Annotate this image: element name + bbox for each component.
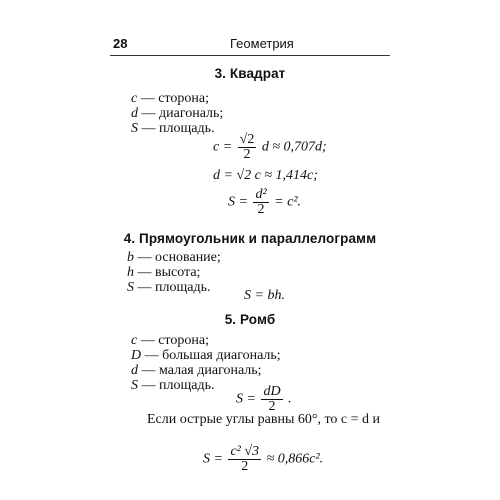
formula-side: c = $\frac{√2}{2}$ d ≈ 0,707d; [213,132,327,162]
definition-item: d — диагональ; [131,106,224,121]
header-rule [110,55,390,56]
formula-area-rhombus: S = $\frac{dD}{2}$ . [236,384,292,414]
section-title-rectangle: 4. Прямоугольник и параллелограмм [123,231,377,246]
definition-item: c — сторона; [131,333,209,348]
page-number: 28 [113,36,128,51]
definition-item: h — высота; [127,265,201,280]
definition-item: d — малая диагональ; [131,363,262,378]
definition-item: S — площадь. [127,280,211,295]
section-title-square: 3. Квадрат [214,66,286,81]
definition-item: c — сторона; [131,91,209,106]
formula-area-rectangle: S = bh. [244,288,285,303]
definition-item: S — площадь. [131,121,215,136]
rhombus-60-degree-note: Если острые углы равны 60°, то c = d и [147,412,380,427]
formula-diagonal: d = √2 c ≈ 1,414c; [213,168,318,183]
running-header-title: Геометрия [230,36,294,51]
definition-item: b — основание; [127,250,221,265]
section-title-rhombus: 5. Ромб [224,312,276,327]
formula-area-square: S = $\frac{\text{d²}}{2}$ = c². [228,187,302,217]
definition-item: S — площадь. [131,378,215,393]
definition-item: D — большая диагональ; [131,348,281,363]
formula-area-rhombus-60: S = $\frac{\text{c² √3}}{2}$ ≈ 0,866c². [203,444,324,474]
